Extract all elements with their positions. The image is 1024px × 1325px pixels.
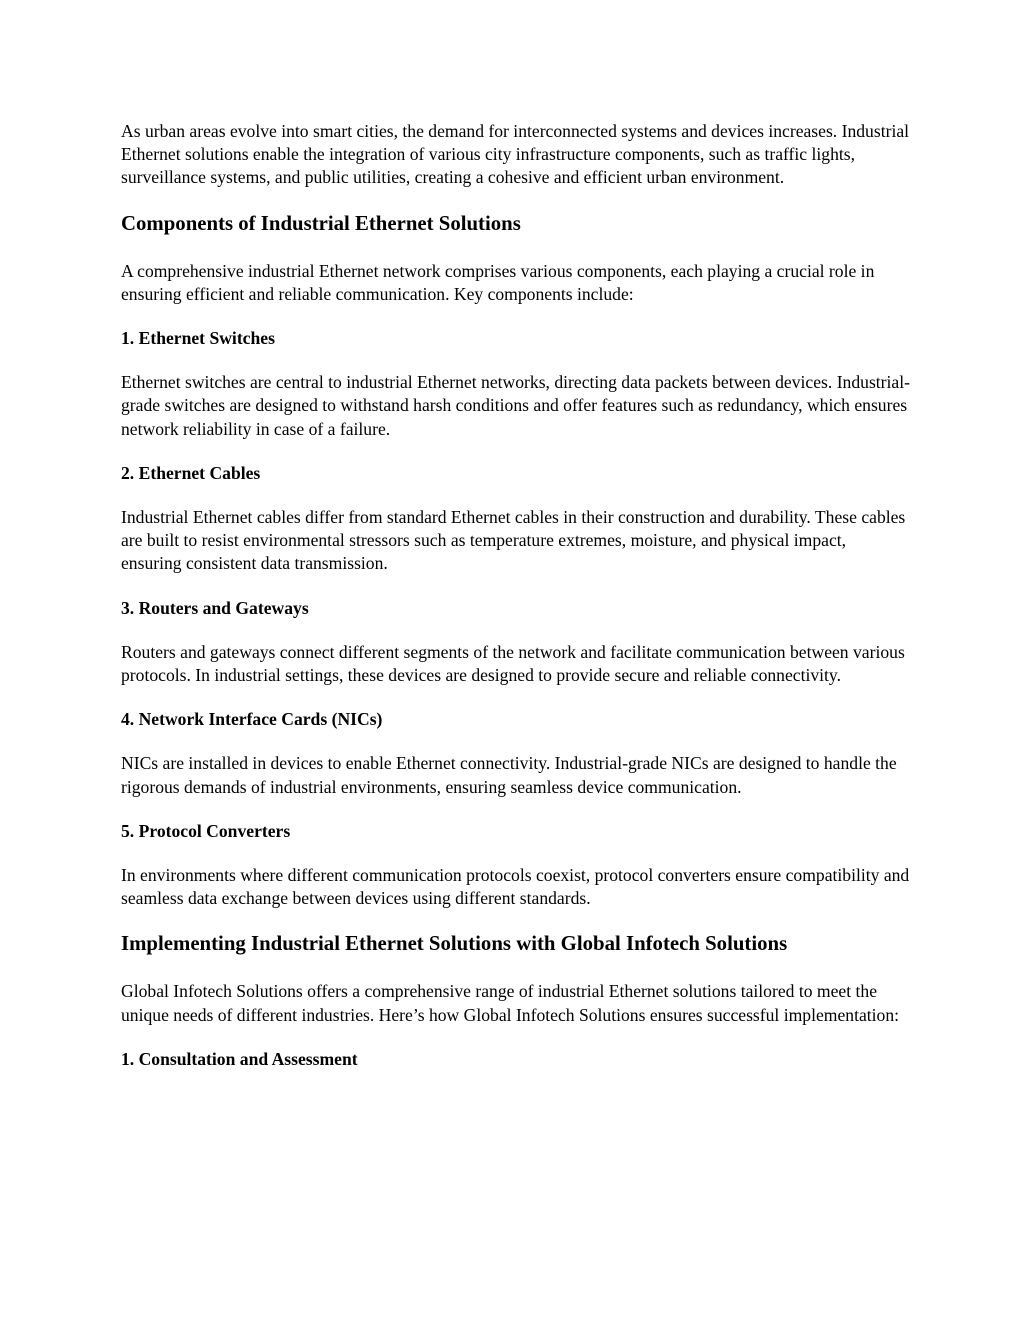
component-title-ethernet-switches: 1. Ethernet Switches: [121, 328, 275, 349]
component-text-protocol-converters: In environments where different communication protocols coexist, protocol converters ensure compatibility and seamless data exchange between devices using different standards.: [121, 865, 910, 909]
component-text-ethernet-cables: Industrial Ethernet cables differ from standard Ethernet cables in their construction and durability. These cables are built to resist environmental stressors such as temperature extremes, moisture, and physical impact, ensuring consistent data transmission.: [121, 507, 906, 574]
components-heading: Components of Industrial Ethernet Solutions: [121, 211, 521, 235]
component-text-nics: NICs are installed in devices to enable Ethernet connectivity. Industrial-grade NICs are designed to handle the rigorous demands of industrial environments, ensuring seamless device communication.: [121, 753, 897, 797]
component-title-routers-gateways: 3. Routers and Gateways: [121, 597, 309, 618]
component-title-ethernet-cables: 2. Ethernet Cables: [121, 462, 261, 483]
document-page: [121, 120, 911, 1092]
intro-paragraph: As urban areas evolve into smart cities, the demand for interconnected systems and devices increases. Industrial Ethernet solutions enable the integration of various city infrastructure components, such as traffic lights, surveillance systems, and public utilities, creating a cohesive and efficient urban environment.: [121, 121, 910, 188]
implementation-title-consultation: 1. Consultation and Assessment: [121, 1048, 358, 1069]
component-text-ethernet-switches: Ethernet switches are central to industrial Ethernet networks, directing data packets between devices. Industrial-grade switches are designed to withstand harsh conditions and offer features such as redundancy, which ensures network reliability in case of a failure.: [121, 372, 910, 439]
component-title-nics: 4. Network Interface Cards (NICs): [121, 709, 383, 730]
component-text-routers-gateways: Routers and gateways connect different segments of the network and facilitate communication between various protocols. In industrial settings, these devices are designed to provide secure and reliable connectivity.: [121, 641, 905, 686]
components-intro-paragraph: A comprehensive industrial Ethernet network comprises various components, each playing a crucial role in ensuring efficient and reliable communication. Key components include:: [121, 260, 875, 304]
implementation-heading: Implementing Industrial Ethernet Solutions with Global Infotech Solutions: [121, 932, 788, 956]
implementation-intro-paragraph: Global Infotech Solutions offers a comprehensive range of industrial Ethernet solutions tailored to meet the unique needs of different industries. Here’s how Global Infotech Solutions ensures successful implementation:: [121, 981, 900, 1025]
component-title-protocol-converters: 5. Protocol Converters: [121, 820, 291, 841]
